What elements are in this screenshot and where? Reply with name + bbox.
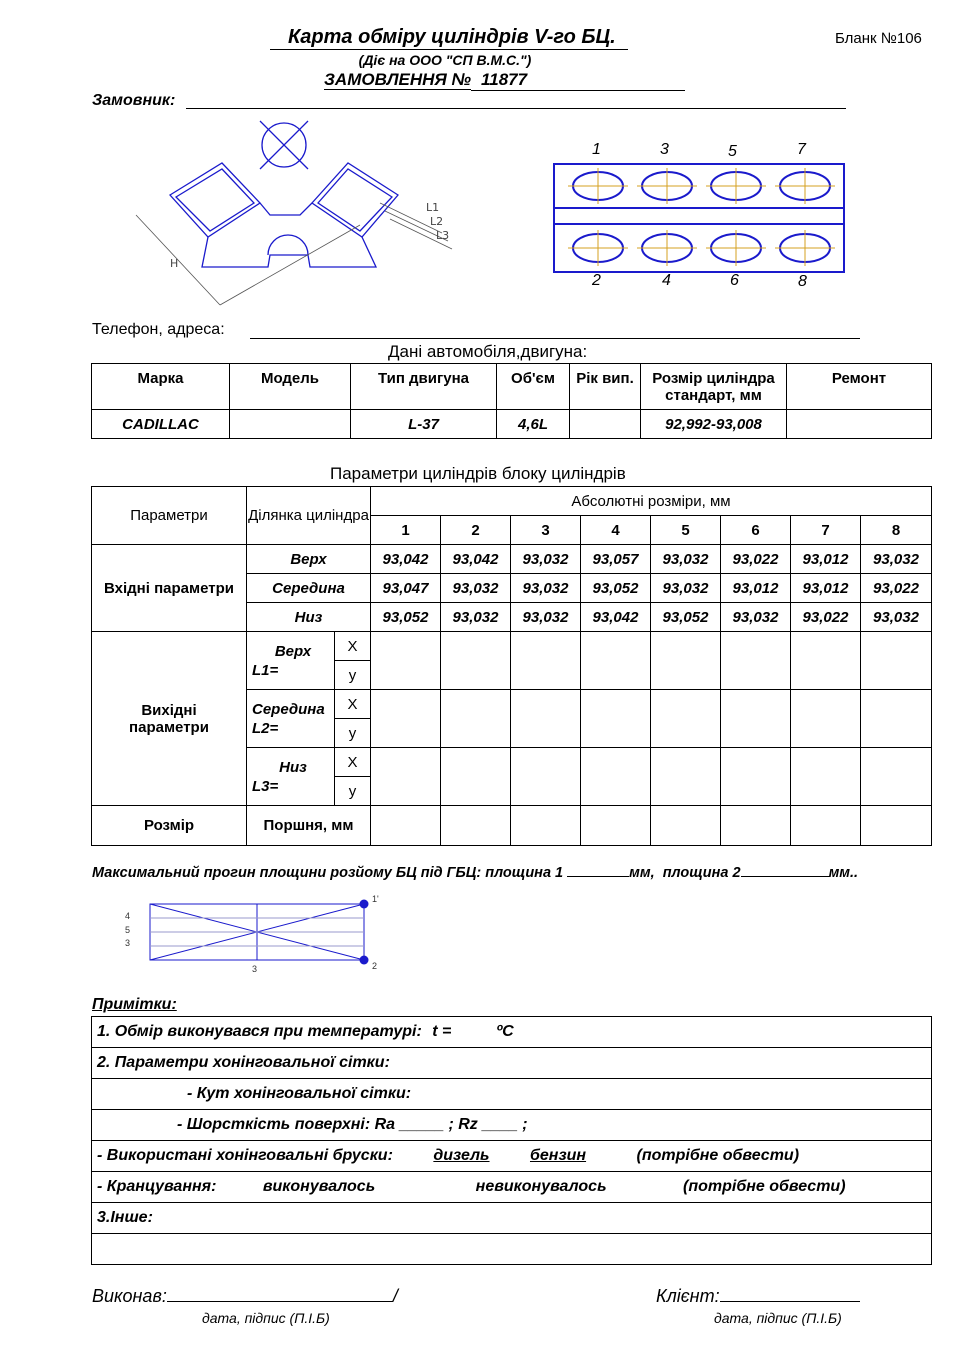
dim-label-h: H [170,257,179,270]
header-cell: Ремонт [787,364,932,410]
measurement-cell: 93,032 [861,545,932,574]
car-header-row [92,364,932,410]
document-title [270,26,628,50]
note-row-roughness [92,1110,932,1141]
measurement-cell: 93,032 [651,574,721,603]
zone-label: Низ [279,758,307,776]
axis-y-label: у [335,661,371,690]
axis-y-label: у [335,719,371,748]
note-stones-hint: (потрібне обвести) [636,1147,800,1164]
cyl-num-6: 6 [730,272,739,289]
output-cell[interactable] [581,632,651,690]
plane2-field[interactable] [741,876,829,877]
piston-cell[interactable] [371,806,441,846]
customer-field[interactable] [186,108,846,109]
axis-x-label: Х [335,748,371,777]
piston-cell[interactable] [721,806,791,846]
output-cell[interactable] [371,748,441,806]
note-angle-text: - Кут хонінговальної сітки: [187,1085,412,1102]
plane-label-bottom: 3 [252,964,258,974]
output-cell[interactable] [721,690,791,748]
output-cell[interactable] [861,690,932,748]
output-cell[interactable] [511,748,581,806]
output-cell[interactable] [721,748,791,806]
measurement-cell: 93,052 [581,574,651,603]
note-chamfer-label: - Кранцування: [97,1178,217,1195]
output-zone-l1 [247,632,335,690]
client-field[interactable] [720,1285,860,1302]
output-cell[interactable] [791,690,861,748]
option-diesel[interactable]: дизель [433,1147,490,1164]
order-label: ЗАМОВЛЕННЯ № [324,70,472,89]
note-cell: 3.Інше: [92,1203,932,1234]
measurement-cell: 93,042 [441,545,511,574]
phone-field[interactable] [250,338,860,339]
input-row-top [92,545,932,574]
output-cell[interactable] [441,748,511,806]
dim-label-l1: L1 [426,201,440,214]
option-not-done[interactable]: невиконувалось [475,1178,607,1195]
client-label: Клієнт: [656,1286,720,1306]
measurement-cell: 93,042 [581,603,651,632]
zone-label: Верх [247,545,371,574]
cylinder-number: 5 [651,516,721,545]
note-row-honing [92,1048,932,1079]
engine-type-cell: L-37 [351,410,497,439]
axis-y-label: у [335,777,371,806]
option-petrol[interactable]: бензин [529,1147,587,1164]
dim-label-l3: L3 [436,229,450,242]
header-cell: Об'єм [497,364,570,410]
piston-cell[interactable] [581,806,651,846]
output-cell[interactable] [651,632,721,690]
measurement-cell: 93,032 [511,574,581,603]
piston-cell[interactable] [791,806,861,846]
measurement-cell: 93,032 [441,603,511,632]
signature-hint-left: дата, підпис (П.І.Б) [202,1310,330,1326]
cyl-num-2: 2 [592,272,601,289]
year-cell[interactable] [570,410,641,439]
corner-label-1: 1' [372,894,379,904]
car-make-cell: CADILLAC [92,410,230,439]
measurement-cell: 93,022 [861,574,932,603]
header-cell: Тип двигуна [351,364,497,410]
cylinder-params-table [91,486,932,846]
measurement-cell: 93,012 [791,545,861,574]
volume-cell: 4,6L [497,410,570,439]
output-cell[interactable] [861,632,932,690]
note-blank-cell[interactable] [92,1234,932,1265]
output-cell[interactable] [651,690,721,748]
zone-col-header: Ділянка циліндра [247,487,371,545]
output-cell[interactable] [511,632,581,690]
header-cell: Рік вип. [570,364,641,410]
measurement-cell: 93,052 [651,603,721,632]
piston-size-row [92,806,932,846]
output-cell[interactable] [791,632,861,690]
dim-label-l2: L2 [430,215,444,228]
output-cell[interactable] [511,690,581,748]
measurement-cell: 93,022 [791,603,861,632]
measurement-cell: 93,032 [511,603,581,632]
cylinder-layout-diagram [550,140,850,290]
cylinder-size-cell: 92,992-93,008 [641,410,787,439]
piston-cell[interactable] [511,806,581,846]
measurement-cell: 93,057 [581,545,651,574]
signature-hint-right: дата, підпис (П.І.Б) [714,1310,842,1326]
car-section-title: Дані автомобіля,двигуна: [388,342,588,361]
car-data-table [91,363,932,439]
customer-label: Замовник: [92,92,176,109]
measurement-cell: 93,032 [651,545,721,574]
input-params-label: Вхідні параметри [92,545,247,632]
params-section-title: Параметри циліндрів блоку циліндрів [330,464,626,483]
measurement-cell: 93,052 [371,603,441,632]
cyl-num-5: 5 [728,143,737,160]
output-zone-l3 [247,748,335,806]
measurement-cell: 93,032 [511,545,581,574]
note-stones-label: - Використані хонінговальні бруски: [97,1147,393,1164]
zone-label: Низ [247,603,371,632]
car-value-row [92,410,932,439]
option-done[interactable]: виконувалось [262,1178,376,1195]
note-row-other [92,1203,932,1234]
cyl-num-4: 4 [662,272,671,289]
note-row-stones [92,1141,932,1172]
corner-point-bottom [360,956,369,965]
document-subtitle: (Діє на ООО "СП В.М.С.") [358,52,532,68]
cylinder-number: 1 [371,516,441,545]
zone-label: Верх [274,642,312,660]
output-cell[interactable] [581,690,651,748]
cylinder-number: 2 [441,516,511,545]
cylinder-number: 8 [861,516,932,545]
abs-size-header: Абсолютні розміри, мм [371,487,932,516]
measurement-cell: 93,022 [721,545,791,574]
measurement-cell: 93,032 [441,574,511,603]
params-col-header: Параметри [92,487,247,545]
output-params-label: Вихідні параметри [92,632,247,806]
output-cell[interactable] [441,632,511,690]
blank-number: Бланк №106 [835,30,922,47]
measurement-cell: 93,012 [791,574,861,603]
title-text: Карта обміру циліндрів V-го БЦ. [288,26,616,48]
performed-label: Виконав: [92,1286,167,1306]
deflection-text-a: Максимальний прогин площини розйому БЦ під ГБЦ: площина 1 [92,865,564,881]
axis-x-label: Х [335,690,371,719]
header-cell: Розмір циліндра стандарт, мм [641,364,787,410]
deflection-text-b: площина 2 [662,865,741,881]
plane1-field[interactable] [567,876,629,877]
cylinder-number: 6 [721,516,791,545]
note-chamfer-hint: (потрібне обвести) [683,1178,846,1195]
measurement-cell: 93,047 [371,574,441,603]
piston-cell[interactable] [861,806,932,846]
header-cell: Модель [230,364,351,410]
note-roughness-text: - Шорсткість поверхні: Ra _____ ; Rz ____ ; [177,1116,528,1133]
output-cell[interactable] [371,690,441,748]
measurement-cell: 93,032 [721,603,791,632]
phone-label: Телефон, адреса: [92,321,225,338]
level-label: L2= [252,719,279,737]
measurement-cell: 93,012 [721,574,791,603]
order-number: 11877 [471,70,685,91]
piston-cell[interactable] [441,806,511,846]
car-model-cell[interactable] [230,410,351,439]
output-cell[interactable] [791,748,861,806]
client-sign [656,1285,860,1307]
plane-label-3: 3 [125,938,131,948]
note-cell [92,1079,932,1110]
output-cell[interactable] [861,748,932,806]
note-row-temperature [92,1017,932,1048]
notes-title: Примітки: [92,996,177,1013]
cyl-num-3: 3 [660,141,669,158]
size-label: Розмір [92,806,247,846]
measurement-cell: 93,042 [371,545,441,574]
performed-by: Виконав: / [92,1286,398,1306]
deflection-line [92,865,858,881]
deflection-unit-a: мм, [629,865,655,881]
cyl-num-8: 8 [798,273,807,290]
note-cell [92,1017,932,1048]
note-cell [92,1141,932,1172]
note-row-angle [92,1079,932,1110]
output-cell[interactable] [651,748,721,806]
measurement-cell: 93,032 [861,603,932,632]
corner-label-2: 2 [372,961,378,971]
v-block-section-diagram [130,115,470,315]
params-header-row [92,487,932,516]
output-row-l1-x [92,632,932,661]
note-cell [92,1172,932,1203]
piston-label: Поршня, мм [247,806,371,846]
note-temp-unit: ºC [496,1023,514,1040]
cylinder-number: 4 [581,516,651,545]
corner-point-top [360,900,369,909]
repair-cell[interactable] [787,410,932,439]
cylinder-row-top [568,168,835,204]
note-temp-label: 1. Обмір виконувався при температурі: [97,1023,422,1040]
output-cell[interactable] [581,748,651,806]
piston-cell[interactable] [651,806,721,846]
performed-field[interactable] [167,1285,393,1302]
note-row-blank [92,1234,932,1265]
plane-label-5: 5 [125,925,131,935]
cylinder-number: 3 [511,516,581,545]
order-line [324,70,685,91]
zone-label: Середина [252,700,325,718]
notes-table [91,1016,932,1265]
header-cell: Марка [92,364,230,410]
plane-label-4: 4 [125,911,131,921]
note-cell [92,1110,932,1141]
cyl-num-7: 7 [797,141,806,158]
cylinder-number: 7 [791,516,861,545]
level-label: L1= [252,661,279,679]
output-zone-l2 [247,690,335,748]
output-cell[interactable] [371,632,441,690]
note-cell: 2. Параметри хонінговальної сітки: [92,1048,932,1079]
level-label: L3= [252,777,279,795]
output-cell[interactable] [721,632,791,690]
deflection-unit-b: мм.. [828,865,859,881]
note-row-chamfer [92,1172,932,1203]
zone-label: Середина [247,574,371,603]
cyl-num-1: 1 [592,141,601,158]
cylinder-row-bottom [568,230,835,266]
output-cell[interactable] [441,690,511,748]
note-temp-t: t = [432,1023,452,1040]
axis-x-label: Х [335,632,371,661]
